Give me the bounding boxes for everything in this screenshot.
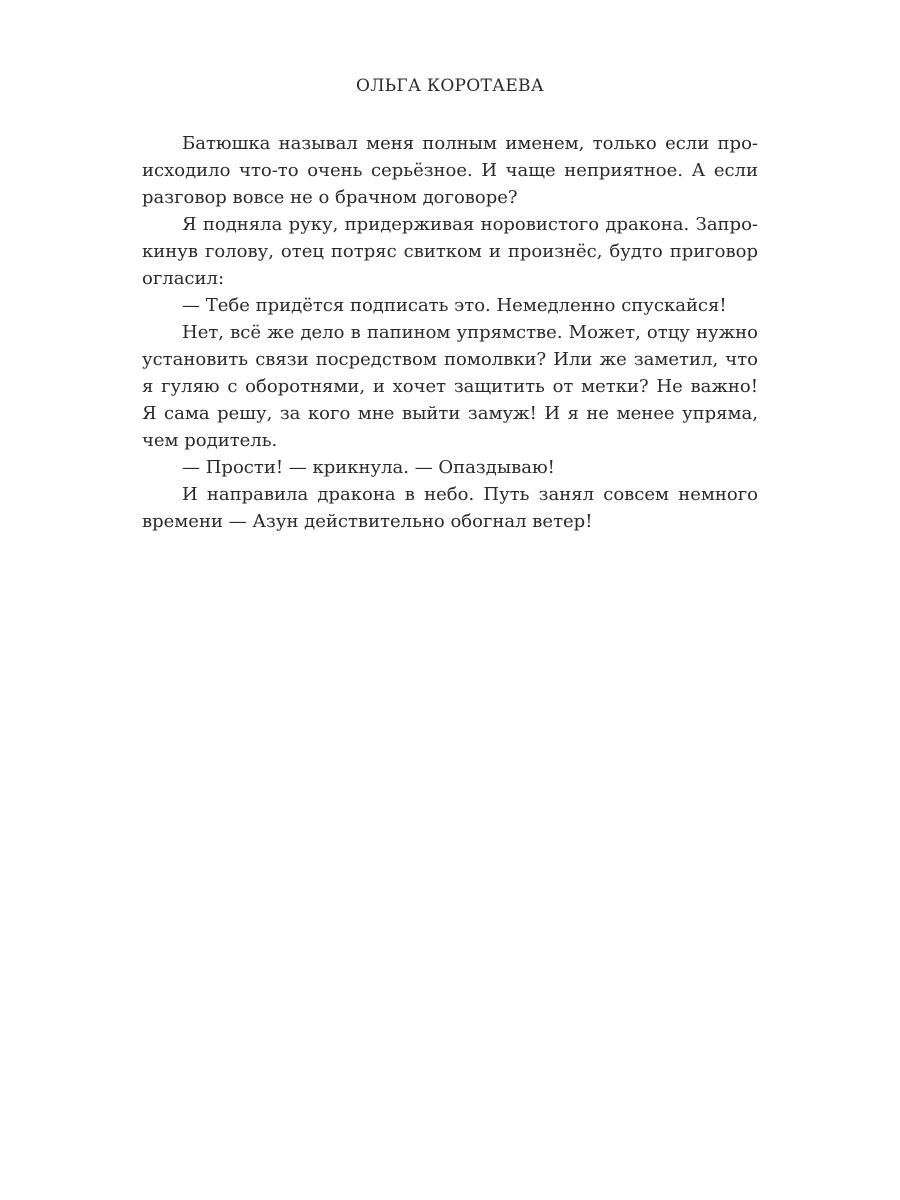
text-line: кинув голову, отец потряс свитком и произнёс, будто приговор bbox=[142, 241, 758, 262]
text-line: Нет, всё же дело в папином упрямстве. Может, отцу нужно bbox=[182, 322, 758, 343]
text-line: чем родитель. bbox=[142, 430, 278, 451]
text-line: времени — Азун действительно обогнал ветер! bbox=[142, 511, 593, 532]
running-head-author: ОЛЬГА КОРОТАЕВА bbox=[355, 76, 545, 96]
text-line: Я сама решу, за кого мне выйти замуж! И я не менее упряма, bbox=[142, 403, 758, 424]
text-line: — Прости! — крикнула. — Опаздываю! bbox=[182, 457, 555, 478]
text-line: — Тебе придётся подписать это. Немедленно спускайся! bbox=[182, 295, 727, 316]
text-line: я гуляю с оборотнями, и хочет защитить от метки? Не важно! bbox=[142, 376, 758, 397]
text-line: Я подняла руку, придерживая норовистого дракона. Запро- bbox=[182, 214, 758, 235]
text-line: Батюшка называл меня полным именем, только если про- bbox=[182, 133, 758, 154]
text-line: разговор вовсе не о брачном договоре? bbox=[142, 187, 518, 208]
text-line: огласил: bbox=[142, 268, 225, 289]
body-text bbox=[142, 130, 758, 535]
text-line: исходило что-то очень серьёзное. И чаще неприятное. А если bbox=[142, 160, 758, 181]
text-line: установить связи посредством помолвки? Или же заметил, что bbox=[142, 349, 758, 370]
text-line: И направила дракона в небо. Путь занял совсем немного bbox=[182, 484, 758, 505]
